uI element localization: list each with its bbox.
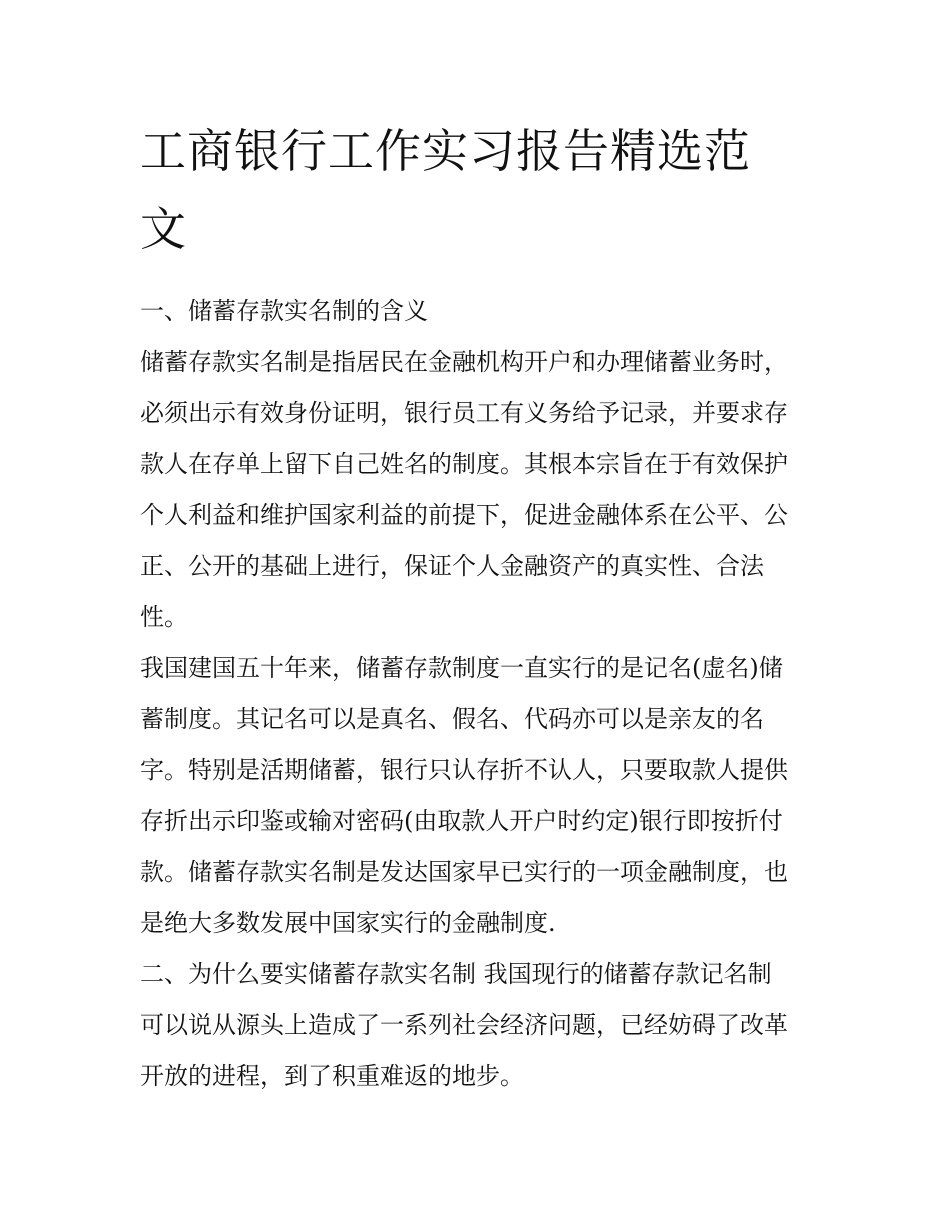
text-line: 储蓄存款实名制是指居民在金融机构开户和办理储蓄业务时， xyxy=(140,348,788,376)
document-content xyxy=(140,112,812,1102)
paragraph-1 xyxy=(140,337,812,643)
document-title-line: 工商银行工作实习报告精选范 xyxy=(140,124,751,178)
text-line: 二、为什么要实储蓄存款实名制 我国现行的储蓄存款记名制 xyxy=(140,960,772,988)
text-line: 我国建国五十年来，储蓄存款制度一直实行的是记名(虚名)储 xyxy=(140,654,783,682)
paragraph-2 xyxy=(140,643,812,949)
document-title-line: 文 xyxy=(140,202,187,256)
document-body xyxy=(140,286,812,1102)
text-line: 字。特别是活期储蓄，银行只认存折不认人，只要取款人提供 xyxy=(140,756,788,784)
text-line: 开放的进程，到了积重难返的地步。 xyxy=(140,1062,524,1090)
text-line: 可以说从源头上造成了一系列社会经济问题，已经妨碍了改革 xyxy=(140,1011,788,1039)
text-line: 是绝大多数发展中国家实行的金融制度. xyxy=(140,909,556,937)
section-heading-2-paragraph xyxy=(140,949,812,1102)
document-title xyxy=(140,112,812,268)
text-line: 正、公开的基础上进行，保证个人金融资产的真实性、合法 xyxy=(140,552,764,580)
text-line: 一、储蓄存款实名制的含义 xyxy=(140,297,428,325)
text-line: 蓄制度。其记名可以是真名、假名、代码亦可以是亲友的名 xyxy=(140,705,764,733)
section-heading-1 xyxy=(140,286,812,337)
text-line: 存折出示印鉴或输对密码(由取款人开户时约定)银行即按折付 xyxy=(140,807,783,835)
text-line: 款人在存单上留下自己姓名的制度。其根本宗旨在于有效保护 xyxy=(140,450,788,478)
text-line: 个人利益和维护国家利益的前提下，促进金融体系在公平、公 xyxy=(140,501,788,529)
text-line: 性。 xyxy=(140,603,188,631)
text-line: 必须出示有效身份证明，银行员工有义务给予记录，并要求存 xyxy=(140,399,788,427)
text-line: 款。储蓄存款实名制是发达国家早已实行的一项金融制度，也 xyxy=(140,858,788,886)
